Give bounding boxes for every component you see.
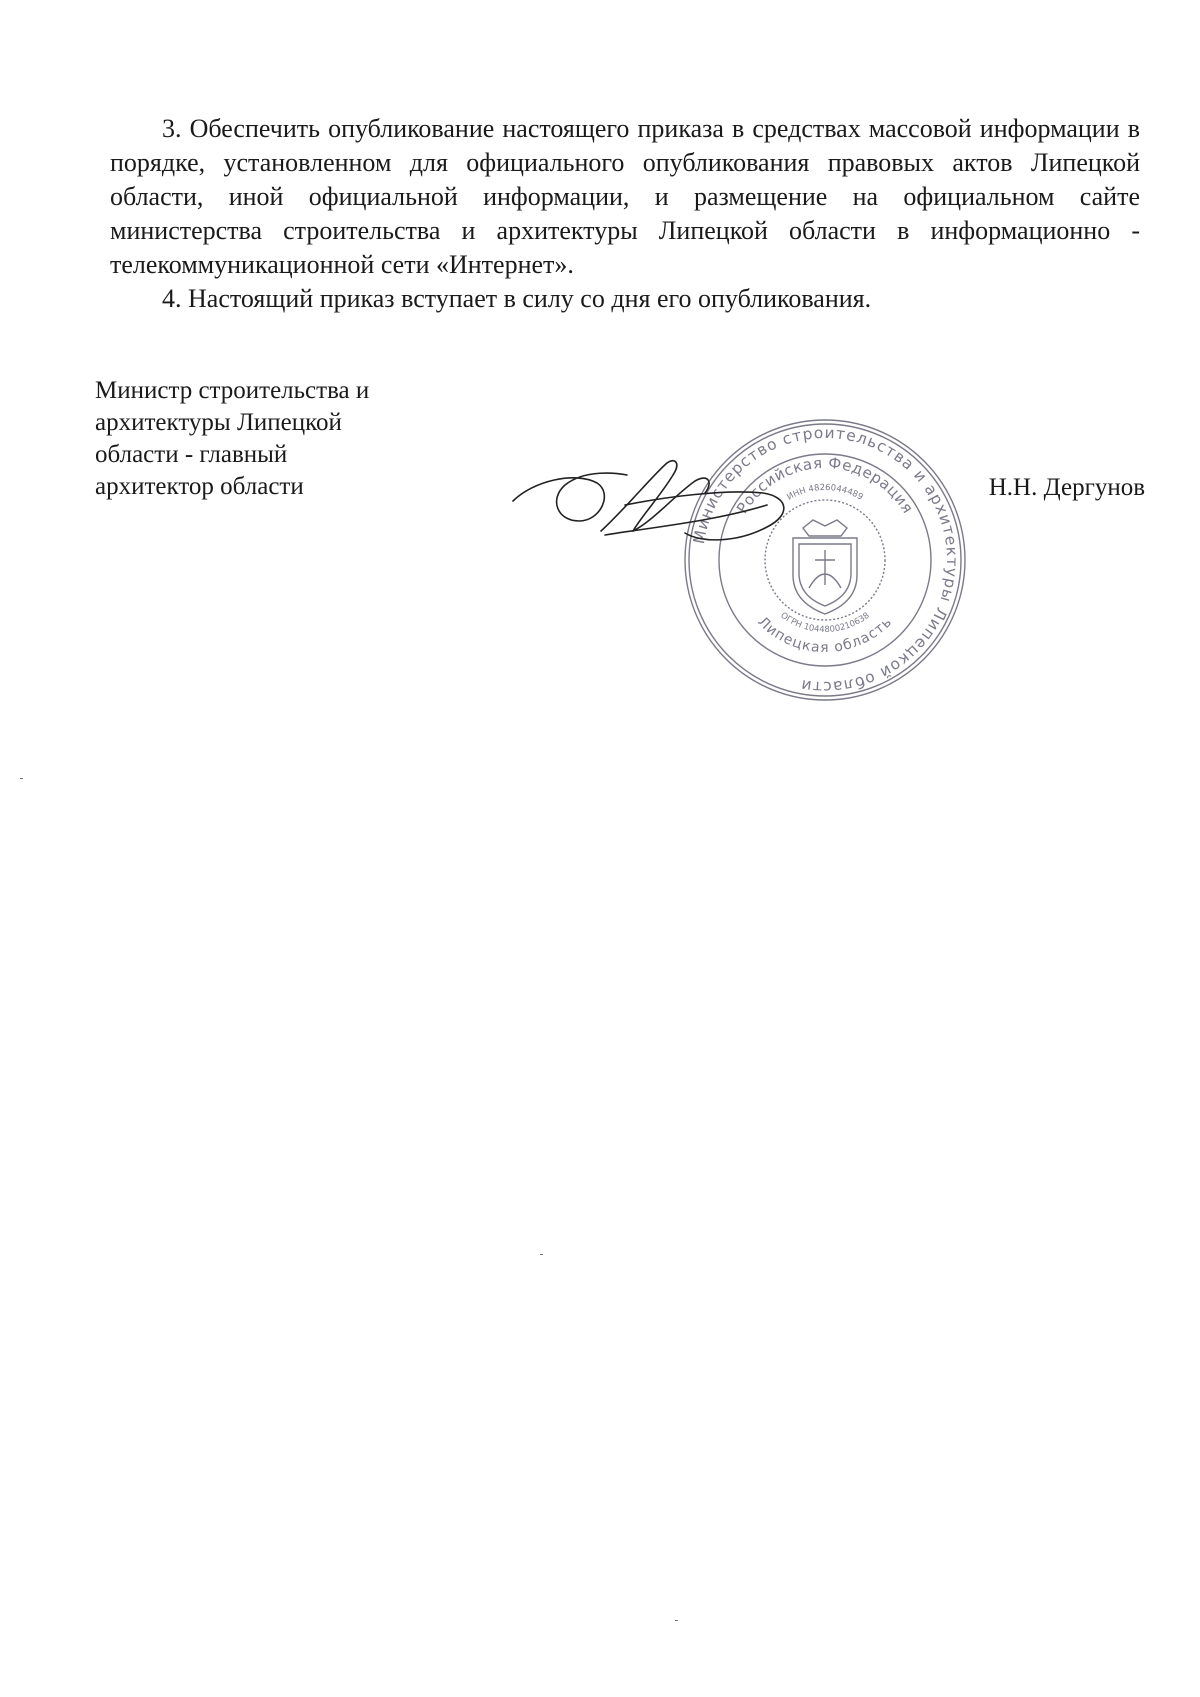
svg-text:Министерство строительства и а: Министерство строительства и архитектуры Липецкой области bbox=[689, 423, 962, 697]
crown-icon bbox=[803, 520, 847, 536]
scan-artifact bbox=[20, 778, 23, 779]
signer-position-line: области - главный bbox=[95, 441, 288, 468]
svg-text:Липецкая область: Липецкая область bbox=[754, 613, 896, 657]
svg-text:Российская Федерация: Российская Федерация bbox=[732, 453, 918, 517]
svg-text:ОГРН 1044800210638: ОГРН 1044800210638 bbox=[778, 610, 872, 636]
svg-text:ИНН 4826044489: ИНН 4826044489 bbox=[785, 482, 865, 503]
signer-name: Н.Н. Дергунов bbox=[988, 474, 1145, 501]
signer-position-line: архитектор области bbox=[95, 473, 304, 500]
document-body bbox=[110, 112, 1140, 316]
signature-block bbox=[95, 375, 1145, 697]
paragraph-3: 3. Обеспечить опубликование настоящего приказа в средствах массовой информации в порядке, установленном для официального опубликования правовых актов Липецкой области, иной официальной информации, и размещение на официальном сайте министерства строительства и архитектуры Липецкой области в информационно - телекоммуникационной сети «Интернет». bbox=[110, 114, 1140, 279]
scan-artifact bbox=[675, 1620, 678, 1621]
signer-position-line: Министр строительства и bbox=[95, 377, 370, 404]
handwritten-signature bbox=[505, 435, 805, 575]
scan-artifact bbox=[540, 1254, 543, 1255]
paragraph-4: 4. Настоящий приказ вступает в силу со дня его опубликования. bbox=[162, 284, 872, 313]
signer-position-line: архитектуры Липецкой bbox=[95, 409, 342, 436]
signer-position bbox=[95, 375, 425, 503]
